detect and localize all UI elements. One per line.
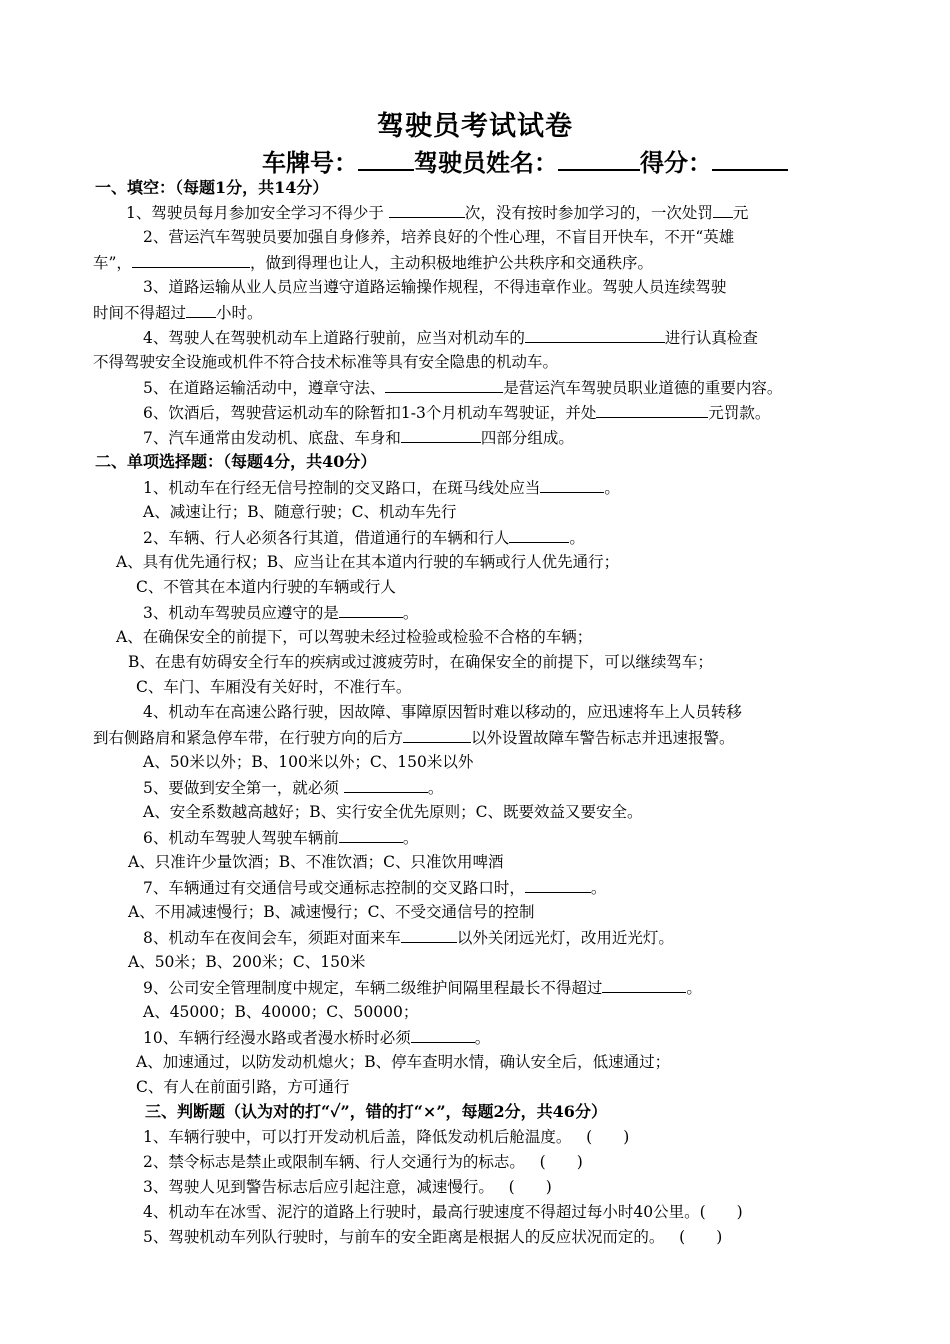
choice-blank[interactable]	[602, 977, 686, 993]
choice-blank[interactable]	[411, 1027, 475, 1043]
choice-blank[interactable]	[401, 927, 457, 943]
choice-q2-option-c: C、不管其在本道内行驶的车辆或行人	[136, 578, 396, 596]
choice-q9-options: A、45000；B、40000；C、50000；	[143, 1003, 419, 1021]
choice-q2: 2、车辆、行人必须各行其道，借道通行的车辆和行人 。	[143, 529, 585, 547]
judge-q4: 4、机动车在冰雪、泥泞的道路上行驶时，最高行驶速度不得超过每小时40公里。( )	[143, 1203, 743, 1221]
choice-q8-options: A、50米；B、200米；C、150米	[128, 953, 366, 971]
choice-q8: 8、机动车在夜间会车，须距对面来车 以外关闭远光灯，改用近光灯。	[143, 929, 674, 947]
fill-blank[interactable]	[132, 252, 250, 268]
fill-q6: 6、饮酒后，驾驶营运机动车的除暂扣1-3个月机动车驾驶证，并处 元罚款。	[143, 404, 771, 422]
fill-q4-line1: 4、驾驶人在驾驶机动车上道路行驶前，应当对机动车的 进行认真检查	[143, 329, 758, 347]
answer-paren[interactable]: ( )	[508, 1178, 552, 1196]
fill-q2-line1: 2、营运汽车驾驶员要加强自身修养，培养良好的个性心理，不盲目开快车，不开“英雄	[143, 228, 735, 246]
fill-blank[interactable]	[713, 202, 733, 218]
fill-q7: 7、汽车通常由发动机、底盘、车身和 四部分组成。	[143, 429, 574, 447]
fill-blank[interactable]	[385, 377, 503, 393]
answer-paren[interactable]: ( )	[679, 1228, 723, 1246]
fill-blank[interactable]	[389, 202, 465, 218]
header-fields	[262, 143, 788, 178]
answer-paren[interactable]: ( )	[539, 1153, 583, 1171]
section-heading-judge: 三、判断题（认为对的打“✓”，错的打“×”，每题2分，共46分）	[145, 1102, 607, 1121]
choice-q9: 9、公司安全管理制度中规定，车辆二级维护间隔里程最长不得超过 。	[143, 979, 702, 997]
choice-q3-option-b: B、在患有妨碍安全行车的疾病或过渡疲劳时，在确保安全的前提下，可以继续驾车；	[128, 653, 713, 671]
choice-q10-options-ab: A、加速通过，以防发动机熄火；B、停车查明水情，确认安全后，低速通过；	[136, 1053, 671, 1071]
fill-blank[interactable]	[186, 302, 216, 318]
choice-blank[interactable]	[540, 477, 604, 493]
choice-q4-options: A、50米以外；B、100米以外；C、150米以外	[143, 753, 474, 771]
page-title: 驾驶员考试试卷	[377, 111, 573, 142]
choice-q6: 6、机动车驾驶人驾驶车辆前 。	[143, 829, 419, 847]
fill-blank[interactable]	[596, 402, 708, 418]
plate-blank[interactable]	[358, 147, 414, 171]
choice-blank[interactable]	[344, 777, 428, 793]
choice-q5-options: A、安全系数越高越好；B、实行安全优先原则；C、既要效益又要安全。	[143, 803, 643, 821]
fill-q2-line2: 车”， ，做到得理也让人，主动积极地维护公共秩序和交通秩序。	[93, 254, 653, 272]
choice-blank[interactable]	[403, 727, 471, 743]
choice-q3-option-c: C、车门、车厢没有关好时，不准行车。	[136, 678, 412, 696]
name-label: 驾驶员姓名：	[414, 148, 558, 177]
choice-q5: 5、要做到安全第一，就必须 。	[143, 779, 444, 797]
choice-q2-options-ab: A、具有优先通行权；B、应当让在其本道内行驶的车辆或行人优先通行；	[116, 553, 620, 571]
choice-q1-options: A、减速让行；B、随意行驶；C、机动车先行	[143, 503, 457, 521]
choice-blank[interactable]	[339, 602, 403, 618]
judge-q2: 2、禁令标志是禁止或限制车辆、行人交通行为的标志。 ( )	[143, 1153, 583, 1171]
fill-blank[interactable]	[525, 327, 665, 343]
fill-q3-line2: 时间不得超过 小时。	[93, 304, 263, 322]
choice-q4-line2: 到右侧路肩和紧急停车带，在行驶方向的后方 以外设置故障车警告标志并迅速报警。	[93, 729, 735, 747]
choice-q3-option-a: A、在确保安全的前提下，可以驾驶未经过检验或检验不合格的车辆；	[116, 628, 593, 646]
plate-label: 车牌号：	[262, 148, 358, 177]
choice-q6-options: A、只准许少量饮酒；B、不准饮酒；C、只准饮用啤酒	[128, 853, 504, 871]
choice-blank[interactable]	[339, 827, 403, 843]
answer-paren[interactable]: ( )	[699, 1203, 743, 1221]
judge-q1: 1、车辆行驶中，可以打开发动机后盖，降低发动机后舱温度。 ( )	[143, 1128, 630, 1146]
fill-q3-line1: 3、道路运输从业人员应当遵守道路运输操作规程，不得违章作业。驾驶人员连续驾驶	[143, 278, 727, 296]
choice-q10-option-c: C、有人在前面引路，方可通行	[136, 1078, 350, 1096]
choice-blank[interactable]	[525, 877, 591, 893]
score-label: 得分：	[640, 148, 712, 177]
choice-q7-options: A、不用减速慢行；B、减速慢行；C、不受交通信号的控制	[128, 903, 535, 921]
score-blank[interactable]	[712, 147, 788, 171]
choice-q4-line1: 4、机动车在高速公路行驶，因故障、事障原因暂时难以移动的，应迅速将车上人员转移	[143, 703, 742, 721]
fill-blank[interactable]	[401, 427, 481, 443]
choice-q10: 10、车辆行经漫水路或者漫水桥时必须 。	[143, 1029, 491, 1047]
fill-q5: 5、在道路运输活动中，遵章守法、 是营运汽车驾驶员职业道德的重要内容。	[143, 379, 783, 397]
choice-blank[interactable]	[509, 527, 569, 543]
fill-q1: 1、驾驶员每月参加安全学习不得少于 次，没有按时参加学习的，一次处罚 元	[126, 204, 749, 222]
judge-q5: 5、驾驶机动车列队行驶时，与前车的安全距离是根据人的反应状况而定的。 ( )	[143, 1228, 723, 1246]
fill-q4-line2: 不得驾驶安全设施或机件不符合技术标准等具有安全隐患的机动车。	[93, 353, 559, 371]
name-blank[interactable]	[558, 147, 640, 171]
choice-q1: 1、机动车在行经无信号控制的交叉路口，在斑马线处应当 。	[143, 479, 620, 497]
choice-q7: 7、车辆通过有交通信号或交通标志控制的交叉路口时， 。	[143, 879, 607, 897]
answer-paren[interactable]: ( )	[586, 1128, 630, 1146]
choice-q3: 3、机动车驾驶员应遵守的是 。	[143, 604, 419, 622]
section-heading-fill: 一、填空：（每题1分，共14分）	[95, 178, 329, 197]
section-heading-choice: 二、单项选择题：（每题4分，共40分）	[95, 452, 377, 471]
judge-q3: 3、驾驶人见到警告标志后应引起注意，减速慢行。 ( )	[143, 1178, 552, 1196]
